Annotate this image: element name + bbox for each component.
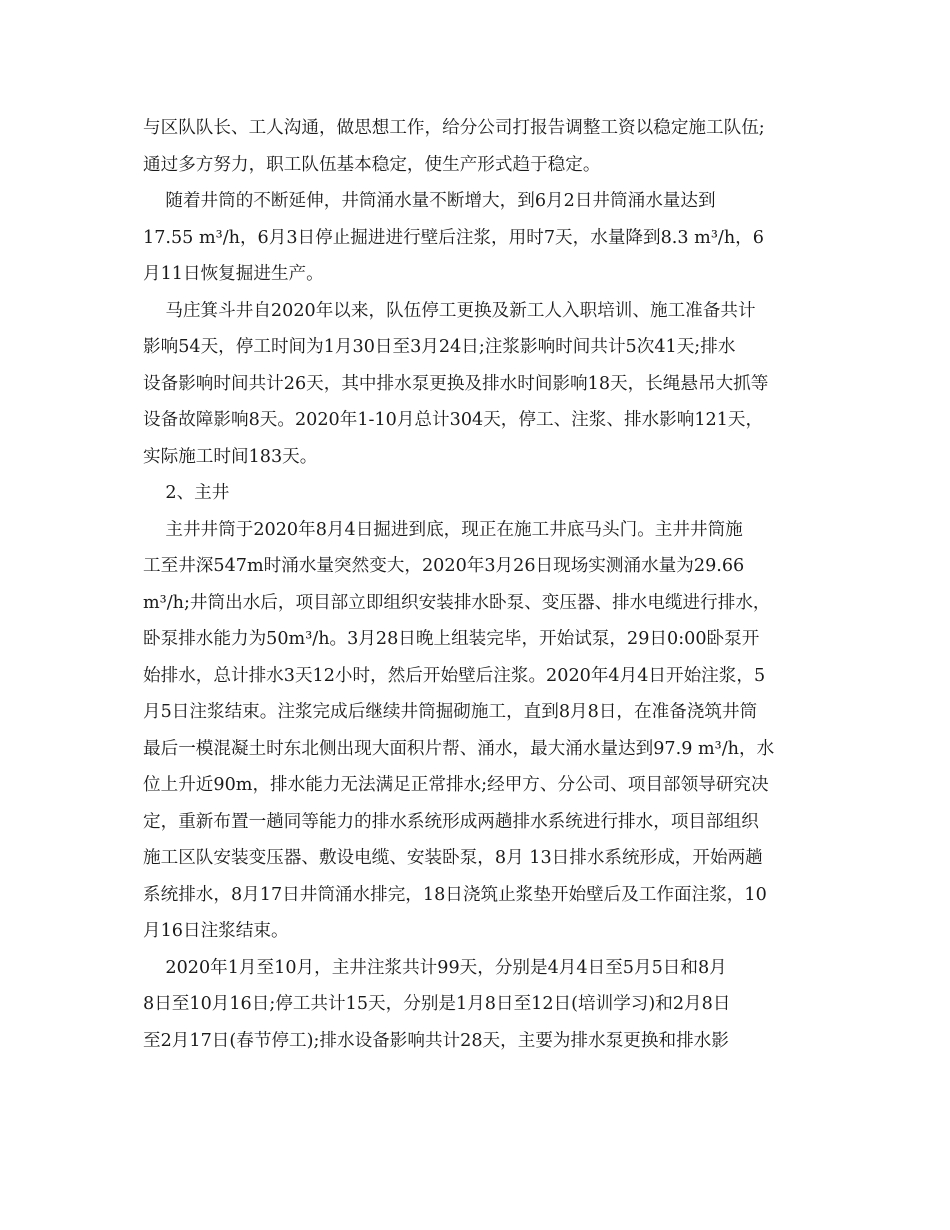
text-line: 影响54天，停工时间为1月30日至3月24日;注浆影响时间共计5次41天;排水 xyxy=(143,337,736,357)
text-line: 8日至10月16日;停工共计15天，分别是1月8日至12日(培训学习)和2月8日 xyxy=(143,994,731,1014)
text-line: 2020年1月至10月，主井注浆共计99天，分别是4月4日至5月5日和8月 xyxy=(143,958,727,978)
text-line: 实际施工时间183天。 xyxy=(143,447,318,467)
section-heading: 2、主井 xyxy=(143,483,230,503)
text-line: 月16日注浆结束。 xyxy=(143,921,289,941)
text-line: 月11日恢复掘进生产。 xyxy=(143,264,324,284)
text-line: 通过多方努力，职工队伍基本稳定，使生产形式趋于稳定。 xyxy=(143,155,601,175)
text-line: 始排水，总计排水3天12小时，然后开始壁后注浆。2020年4月4日开始注浆，5 xyxy=(143,666,766,686)
text-line: 至2月17日(春节停工);排水设备影响共计28天，主要为排水泵更换和排水影 xyxy=(143,1031,729,1051)
text-line: 马庄箕斗井自2020年以来，队伍停工更换及新工人入职培训、施工准备共计 xyxy=(143,301,756,321)
text-line: 施工区队安装变压器、敷设电缆、安装卧泵，8月 13日排水系统形成，开始两趟 xyxy=(143,848,763,868)
text-line: 卧泵排水能力为50m³/h。3月28日晚上组装完毕，开始试泵，29日0:00卧泵开 xyxy=(143,629,760,649)
text-line: 17.55 m³/h，6月3日停止掘进进行壁后注浆，用时7天，水量降到8.3 m³/h，6 xyxy=(143,228,764,248)
text-line: 与区队队长、工人沟通，做思想工作，给分公司打报告调整工资以稳定施工队伍; xyxy=(143,118,765,138)
text-line: 随着井筒的不断延伸，井筒涌水量不断增大，到6月2日井筒涌水量达到 xyxy=(143,191,716,211)
text-line: 定，重新布置一趟同等能力的排水系统形成两趟排水系统进行排水，项目部组织 xyxy=(143,812,759,832)
text-line: 设备故障影响8天。2020年1-10月总计304天，停工、注浆、排水影响121天， xyxy=(143,410,764,430)
text-line: 工至井深547m时涌水量突然变大，2020年3月26日现场实测涌水量为29.66 xyxy=(143,556,745,576)
text-line: 系统排水，8月17日井筒涌水排完，18日浇筑止浆垫开始壁后及工作面注浆，10 xyxy=(143,885,767,905)
text-line: m³/h;井筒出水后，项目部立即组织安装排水卧泵、变压器、排水电缆进行排水， xyxy=(143,593,771,613)
text-line: 最后一模混凝土时东北侧出现大面积片帮、涌水，最大涌水量达到97.9 m³/h，水 xyxy=(143,739,775,759)
text-line: 位上升近90m，排水能力无法满足正常排水;经甲方、分公司、项目部领导研究决 xyxy=(143,775,769,795)
text-line: 设备影响时间共计26天，其中排水泵更换及排水时间影响18天，长绳悬吊大抓等 xyxy=(143,374,769,394)
text-line: 主井井筒于2020年8月4日掘进到底，现正在施工井底马头门。主井井筒施 xyxy=(143,520,743,540)
text-line: 月5日注浆结束。注浆完成后继续井筒掘砌施工，直到8月8日，在准备浇筑井筒 xyxy=(143,702,758,722)
